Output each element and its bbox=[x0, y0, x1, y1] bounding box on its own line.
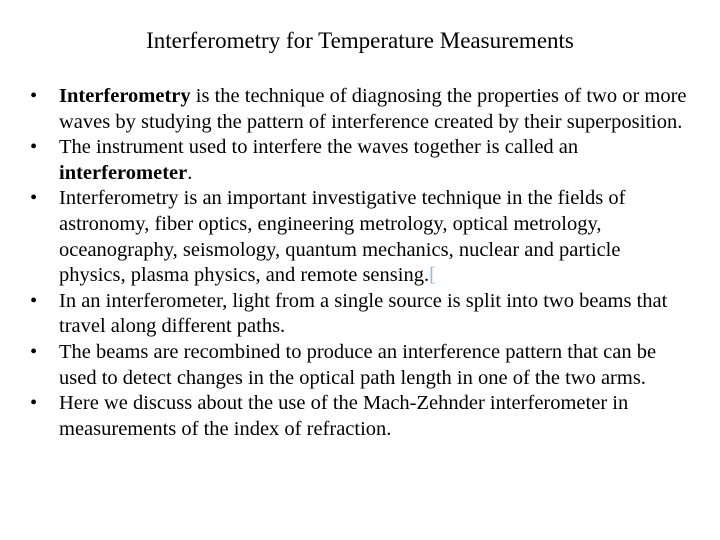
bullet-mach-zehnder bbox=[30, 391, 690, 442]
bullet-icon: • bbox=[30, 187, 38, 210]
reference-link[interactable]: [ bbox=[429, 264, 436, 287]
bullet-icon: • bbox=[30, 136, 38, 159]
bullet-instrument bbox=[30, 135, 690, 186]
bullet-icon: • bbox=[30, 289, 38, 312]
bullet-text: The beams are recombined to produce an interference pattern that can be used to detect changes in the optical path length in one of the two arms. bbox=[59, 340, 657, 389]
term-interferometer: interferometer bbox=[59, 161, 188, 184]
bullet-split-beams bbox=[30, 289, 690, 340]
slide-title: Interferometry for Temperature Measurements bbox=[146, 28, 574, 53]
bullet-icon: • bbox=[30, 85, 38, 107]
bullet-text-end: . bbox=[187, 161, 193, 184]
bullet-list bbox=[30, 84, 690, 442]
bullet-text: Interferometry is an important investigative technique in the fields of astronomy, fiber optics, engineering metrology, optical metrology, oceanography, seismology, quantum mechanics, nuclear and particle physics, plasma physics, and remote sensing. bbox=[59, 187, 626, 287]
bullet-definition bbox=[30, 84, 690, 135]
bullet-icon: • bbox=[30, 392, 38, 415]
bullet-recombined bbox=[30, 340, 690, 391]
bullet-text: The instrument used to interfere the waves together is called an bbox=[59, 136, 579, 159]
bullet-icon: • bbox=[30, 340, 38, 363]
bullet-text: is the technique of diagnosing the properties of two or more waves by studying the pattern of interference created by their superposition. bbox=[59, 85, 687, 133]
bullet-fields bbox=[30, 186, 690, 288]
bullet-text: Here we discuss about the use of the Mach-Zehnder interferometer in measurements of the index of refraction. bbox=[59, 392, 629, 440]
bullet-text: In an interferometer, light from a single source is split into two beams that travel along different paths. bbox=[59, 289, 668, 338]
term-interferometry: Interferometry bbox=[59, 85, 191, 107]
